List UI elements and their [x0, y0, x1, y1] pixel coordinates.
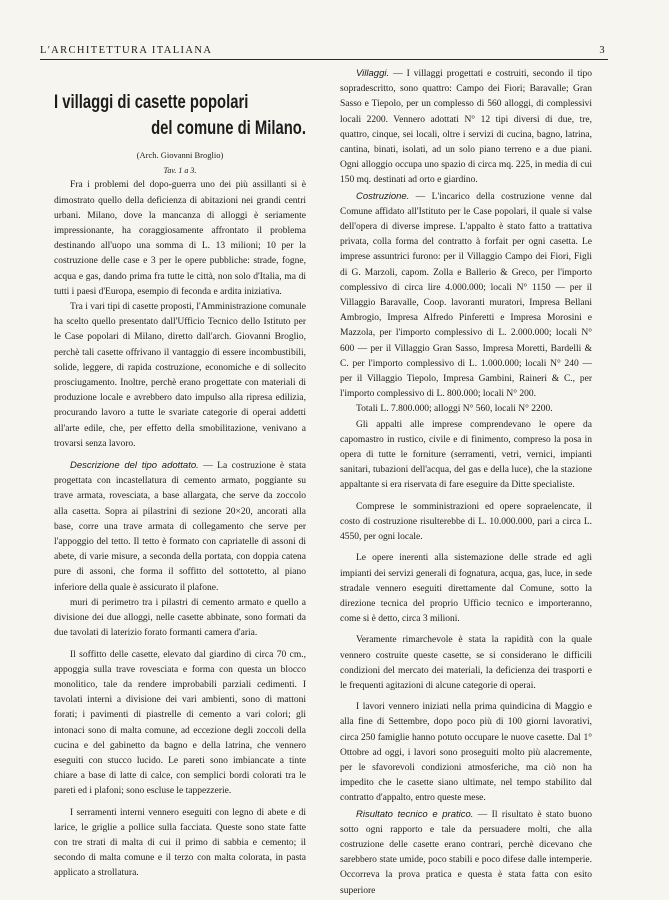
description-paragraph-3: Il soffitto delle casette, elevato dal giardino di circa 70 cm., appoggia sulla trave rovesciata e forma con questa un blocco monolitico, tale da rendere improbabili parziali cedimenti. I tavolati interni a divisione dei vari ambienti, sono di mattoni forati; i pavimenti di piastrelle di cemento a vari colori; gli intonaci sono di malta comune, ad eccezione degli zoccoli della cucina e del gabinetto da bagno e della latrina, che vennero eseguiti con stucco lucido. Le pareti sono imbiancate a tinte chiare a base di latte di calce, con semplici bordi colorati tra le pareti ed i plafoni; sono escluse le tappezzerie. [54, 649, 306, 797]
description-heading: Descrizione del tipo adottato. [70, 460, 199, 472]
costruzione-paragraph-4: Le opere inerenti alla sistemazione delle strade ed agli impianti dei servizi generali di fognatura, acqua, gas, luce, in sede stradale vennero eseguiti direttamente dal Comune, sotto la direzione tecnica del proprio Ufficio tecnico e importeranno, come si è detto, circa 3 milioni. [340, 553, 592, 625]
costruzione-paragraph-5: Veramente rimarchevole è stata la rapidità con la quale vennero costruite queste casette, se si considerano le difficili condizioni del mercato dei materiali, la deficienza dei trasporti e le frequenti agitazioni di alcune categorie di operai. [340, 635, 592, 691]
costruzione-paragraph-3: Comprese le somministrazioni ed opere sopraelencate, il costo di costruzione risulterebbe di L. 10.000.000, pari a circa L. 4550, per ogni locale. [340, 501, 592, 543]
running-header [40, 40, 606, 56]
costruzione-text-1: — L'incarico della costruzione venne dal Comune affidato all'Istituto per le Case popolari, il quale si valse dell'opera di diverse imprese. L'appalto è stato fatto a trattativa privata, colla forma del contratto à forfait per ogni casetta. Le imprese assuntrici furono: per il Villaggio Campo dei Fiori, Figli di G. Marzoli, capom. Zolla e Ballerio & Greco, per l'importo complessivo di circa lire 4.000.000; locali N° 1150 — per il Villaggio Baravalle, Coop. lavoranti muratori, Impresa Bellani Ambrogio, Impresa Alfredo Pinferetti e Impresa Morosini e Mazzola, per l'importo complessivo di L. 2.000.000; locali N° 600 — per il Villaggio Gran Sasso, Impresa Moretti, Bardelli & C. per l'importo complessivo di L. 1.000.000; locali N° 240 — per il Villaggio Tiepolo, Impresa Gambini, Raineri & C., per l'importo complessivo di L. 800.000; locali N° 200. [340, 191, 592, 400]
risultato-paragraph [340, 807, 592, 899]
intro-paragraph-2: Tra i vari tipi di casette proposti, l'Amministrazione comunale ha scelto quello presentato dall'Ufficio Tecnico dello Istituto per le Case popolari di Milano, diretto dall'arch. Giovanni Broglio, perchè tali casette offrivano il vantaggio di essere incombustibili, solide, leggere, di rapida costruzione, economiche e di sollecito prosciugamento. Inoltre, perchè erano progettate con materiali di produzione locale e avrebbero dato impulso alla ripresa edilizia, procurando lavoro a tutte le svariate categorie di operai addetti all'arte edile, che, per effetto della smobilitazione, venivano a trovarsi senza lavoro. [54, 302, 306, 449]
author-byline: (Arch. Giovanni Broglio) [136, 150, 224, 160]
totali-line: Totali L. 7.800.000; alloggi N° 560, locali N° 2200. [356, 404, 553, 415]
costruzione-paragraph-6: I lavori vennero iniziati nella prima quindicina di Maggio e alla fine di Settembre, dopo poco più di 100 giorni lavorativi, circa 250 famiglie hanno potuto occupare le nuove casette. Dal 1° Ottobre ad oggi, i lavori sono proseguiti molto più alacremente, per le sfavorevoli condizioni atmosferiche, ma ciò non ha impedito che le casette siano ultimate, nel tempo stabilito dal contratto d'appalto, entro queste mese. [340, 702, 592, 804]
left-column [54, 68, 306, 882]
description-text-1: — La costruzione è stata progettata con incastellatura di cemento armato, poggiante su trave armata, rovesciata, a base allargata, che serve da zoccolo alla casetta. Sopra ai pilastrini di sezione 20×20, ancorati alla base, corre una trave armata di collegamento che serve per l'appoggio del tetto. Il tetto è formato con capriatelle di assoni di abete, di varie misure, a seconda della portata, con doppia catena pure di assoni, che forma il soffitto del sottotetto, al piano inferiore della quale è assicurato il plafone. [54, 461, 306, 593]
header-rule [40, 59, 608, 60]
description-paragraph-4: I serramenti interni vennero eseguiti con legno di abete e di larice, le griglie a pollice sulla facciata. Queste sono state fatte con tre strati di malta di cui il primo di sabbia e cemento; il secondo di malta comune e il terzo con malta colorata, in pasta applicato a strollatura. [54, 807, 306, 879]
risultato-text: — Il risultato è stato buono sotto ogni rapporto e tale da persuadere molti, che alla costruzione delle casette erano contrari, perchè dicevano che sarebbero state umide, poco stabili e poco difese dalle intemperie. Occorreva la prova pratica e questa è stata fatta con esito superiore [340, 809, 592, 896]
description-paragraph-2: muri di perimetro tra i pilastri di cemento armato e quello a divisione dei due alloggi, nelle casette abbinate, sono formati da due tavolati di laterizio forato formanti camera d'aria. [54, 597, 306, 639]
villaggi-heading: Villaggi. [356, 68, 390, 79]
intro-paragraph-1: Fra i problemi del dopo-guerra uno dei più assillanti si è dimostrato quello della deficienza di abitazioni nei grandi centri urbani. Milano, dove la mancanza di alloggi è seriamente impressionante, ha coraggiosamente affrontato il problema destinando all'uopo una somma di L. 13 milioni; 10 per la costruzione delle case e 3 per le opere pubbliche: strade, fogne, acqua e gas, dando prima fra tutte le città, non solo d'Italia, ma di tutti i paesi d'Europa, esempio di feconda e ardita iniziativa. [54, 180, 306, 297]
article-title [54, 90, 306, 142]
title-line-2: del comune di Milano. [151, 118, 306, 139]
title-line-1: I villaggi di casette popolari [54, 92, 249, 113]
risultato-heading: Risultato tecnico e pratico. [356, 808, 474, 820]
villaggi-text: — I villaggi progettati e costruiti, secondo il tipo sopradescritto, sono quattro: Campo dei Fiori; Baravalle; Gran Sasso e Tiepolo, per un complesso di 560 alloggi, di complessivi locali 2200. Vennero adottati N° 12 tipi diversi di due, tre, quattro, cinque, sei locali, oltre i servizi di cucina, bagno, latrina, cantina, binati, isolati, ad un solo piano terreno e a due piani. Ogni alloggio occupa uno spazio di circa mq. 225, in media di cui 150 mq. destinati ad orto e giardino. [340, 69, 592, 186]
costruzione-paragraph-1 [340, 189, 592, 403]
costruzione-paragraph-2: Gli appalti alle imprese comprendevano le opere da capomastro in rustico, civile e di finimento, compreso la posa in opera di tutte le forniture (serramenti, vetri, vernici, impianti sanitari, tubazioni dell'acqua, del gas e della luce), che la stazione appaltante si era riservata di fare eseguire da Ditte specialiste. [340, 419, 592, 491]
plates-reference: Tav. 1 a 3. [163, 166, 197, 176]
right-column [340, 66, 592, 899]
page-number: 3 [599, 45, 606, 56]
costruzione-heading: Costruzione. [356, 190, 410, 202]
journal-title: L'ARCHITETTURA ITALIANA [40, 45, 213, 56]
description-paragraph-1 [54, 458, 306, 596]
villaggi-paragraph [340, 66, 592, 189]
